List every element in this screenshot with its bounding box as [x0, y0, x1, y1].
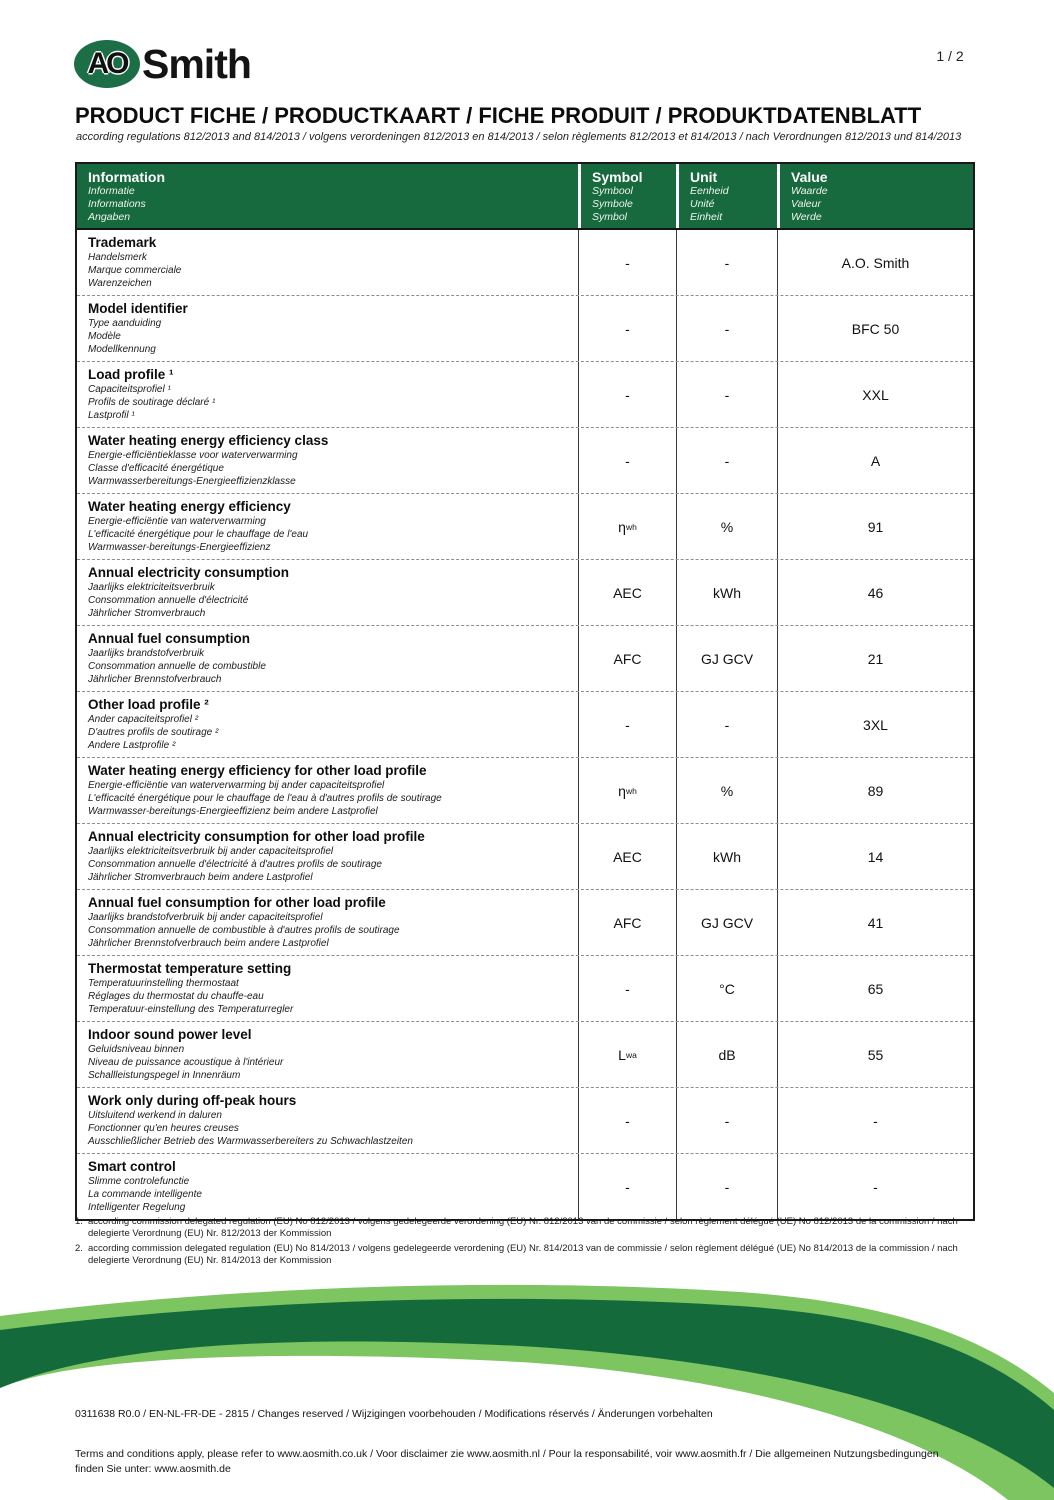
unit-cell: kWh [676, 824, 777, 889]
information-cell [77, 758, 578, 823]
row-subtitle-nl: Energie-efficiëntie van waterverwarming bij ander capaciteitsprofiel [88, 780, 385, 791]
column-header-value: Value Waarde Valeur Werde [777, 164, 973, 228]
table-row [77, 889, 973, 955]
symbol-cell: AFC [578, 626, 676, 691]
row-title: Indoor sound power level [88, 1027, 252, 1042]
row-title: Annual electricity consumption for other load profile [88, 829, 425, 844]
column-header-label: Value [791, 169, 828, 185]
row-subtitle-de: Schallleistungspegel in Innenräum [88, 1070, 241, 1082]
unit-cell: % [676, 494, 777, 559]
unit-cell: °C [676, 956, 777, 1021]
row-subtitle-nl: Energie-efficiëntieklasse voor waterverwarming [88, 450, 298, 461]
row-title: Smart control [88, 1159, 176, 1174]
information-cell [77, 296, 578, 361]
row-subtitle-de: Warenzeichen [88, 278, 152, 290]
page-title: PRODUCT FICHE / PRODUCTKAART / FICHE PRODUIT / PRODUKTDATENBLATT [75, 103, 922, 128]
table-row [77, 559, 973, 625]
row-subtitle-fr: D'autres profils de soutirage ² [88, 727, 219, 739]
information-cell [77, 1154, 578, 1219]
row-subtitle-de: Jährlicher Brennstofverbrauch beim andere Lastprofiel [88, 938, 329, 950]
column-header-symbol: Symbol Symbool Symbole Symbol [578, 164, 676, 228]
table-row [77, 625, 973, 691]
row-subtitle-nl: Capaciteitsprofiel ¹ [88, 384, 171, 395]
information-cell [77, 494, 578, 559]
information-cell [77, 626, 578, 691]
table-row [77, 361, 973, 427]
symbol-cell: AFC [578, 890, 676, 955]
row-subtitle-fr: Fonctionner qu'en heures creuses [88, 1123, 239, 1135]
value-cell: 46 [777, 560, 973, 625]
row-subtitle-de: Ausschließlicher Betrieb des Warmwasserbereiters zu Schwachlastzeiten [88, 1136, 413, 1148]
symbol-cell: - [578, 1154, 676, 1219]
aosmith-logo-mark [74, 40, 140, 88]
row-subtitle-nl: Slimme controlefunctie [88, 1176, 190, 1187]
document-reference-line: 0311638 R0.0 / EN-NL-FR-DE - 2815 / Changes reserved / Wijzigingen voorbehouden / Modifications réservés / Änderungen vorbehalten [75, 1408, 713, 1420]
page-number: 1 / 2 [936, 48, 964, 64]
unit-cell: dB [676, 1022, 777, 1087]
unit-cell: kWh [676, 560, 777, 625]
terms-and-conditions-note: Terms and conditions apply, please refer to www.aosmith.co.uk / Voor disclaimer zie www.aosmith.nl / Pour la responsabilité, voir www.aosmith.fr / Die allgemeinen Nutzungsbedingungen finden Sie unter: www.aosmith.de [75, 1448, 939, 1475]
row-subtitle-fr: L'efficacité énergétique pour le chauffage de l'eau à d'autres profils de soutirage [88, 793, 442, 805]
value-cell: 41 [777, 890, 973, 955]
information-cell [77, 890, 578, 955]
row-title: Work only during off-peak hours [88, 1093, 297, 1108]
row-subtitle-fr: Profils de soutirage déclaré ¹ [88, 397, 216, 409]
row-title: Thermostat temperature setting [88, 961, 292, 976]
row-title: Water heating energy efficiency class [88, 433, 329, 448]
symbol-cell: - [578, 1088, 676, 1153]
row-subtitle-de: Jährlicher Stromverbrauch [88, 608, 206, 620]
row-title: Annual electricity consumption [88, 565, 290, 580]
symbol-cell: - [578, 956, 676, 1021]
symbol-cell: - [578, 362, 676, 427]
information-cell [77, 428, 578, 493]
row-subtitle-nl: Geluidsniveau binnen [88, 1044, 185, 1055]
table-row [77, 295, 973, 361]
row-title: Annual fuel consumption for other load profile [88, 895, 386, 910]
value-cell: 21 [777, 626, 973, 691]
information-cell [77, 692, 578, 757]
symbol-cell: η wh [578, 758, 676, 823]
symbol-cell: L wa [578, 1022, 676, 1087]
row-subtitle-de: Jährlicher Stromverbrauch beim andere Lastprofiel [88, 872, 313, 884]
value-cell: 3XL [777, 692, 973, 757]
symbol-cell: - [578, 230, 676, 295]
value-cell: BFC 50 [777, 296, 973, 361]
table-row [77, 955, 973, 1021]
row-title: Load profile ¹ [88, 367, 174, 382]
footnote-1: 1. according commission delegated regulation (EU) No 812/2013 / volgens gedelegeerde verordening (EU) Nr. 812/2013 van de commissie / selon règlement délégué (UE) No 812/2013 de la commission / nach delegierte Verordnung (EU) Nr. 812/2013 der Kommission [75, 1216, 958, 1239]
row-subtitle-nl: Type aanduiding [88, 318, 162, 329]
column-header-label: Symbol [592, 169, 643, 185]
table-row [77, 230, 973, 295]
information-cell [77, 230, 578, 295]
row-subtitle-de: Temperatuur-einstellung des Temperaturregler [88, 1004, 294, 1016]
table-row [77, 1153, 973, 1219]
symbol-cell: η wh [578, 494, 676, 559]
unit-cell: GJ GCV [676, 890, 777, 955]
row-subtitle-fr: Consommation annuelle de combustible [88, 661, 266, 673]
footnotes [75, 1216, 975, 1270]
row-subtitle-de: Warmwasserbereitungs-Energieeffizienzklasse [88, 476, 296, 488]
column-header-unit: Unit Eenheid Unité Einheit [676, 164, 777, 228]
row-subtitle-nl: Jaarlijks elektriciteitsverbruik [88, 582, 215, 593]
row-subtitle-fr: La commande intelligente [88, 1189, 202, 1201]
table-body [77, 230, 973, 1219]
unit-cell: % [676, 758, 777, 823]
row-subtitle-nl: Jaarlijks brandstofverbruik bij ander capaciteitsprofiel [88, 912, 323, 923]
value-cell: A.O. Smith [777, 230, 973, 295]
value-cell: 91 [777, 494, 973, 559]
value-cell: - [777, 1154, 973, 1219]
table-row [77, 493, 973, 559]
row-subtitle-nl: Temperatuurinstelling thermostaat [88, 978, 239, 989]
row-subtitle-de: Intelligenter Regelung [88, 1202, 186, 1214]
unit-cell: - [676, 1154, 777, 1219]
value-cell: 89 [777, 758, 973, 823]
row-title: Water heating energy efficiency [88, 499, 291, 514]
row-subtitle-fr: Niveau de puissance acoustique à l'intérieur [88, 1057, 284, 1069]
value-cell: 55 [777, 1022, 973, 1087]
row-subtitle-de: Modellkennung [88, 344, 156, 356]
row-subtitle-nl: Uitsluitend werkend in daluren [88, 1110, 222, 1121]
table-row [77, 1021, 973, 1087]
row-title: Other load profile ² [88, 697, 209, 712]
row-subtitle-de: Warmwasser-bereitungs-Energieeffizienz beim andere Lastprofiel [88, 806, 378, 818]
row-subtitle-nl: Jaarlijks elektriciteitsverbruik bij ander capaciteitsprofiel [88, 846, 334, 857]
unit-cell: - [676, 1088, 777, 1153]
row-title: Water heating energy efficiency for other load profile [88, 763, 427, 778]
row-title: Trademark [88, 235, 157, 250]
column-header-label: Information [88, 169, 165, 185]
table-header-row [77, 164, 973, 230]
row-subtitle-fr: Modèle [88, 331, 121, 343]
row-subtitle-nl: Handelsmerk [88, 252, 147, 263]
information-cell [77, 956, 578, 1021]
page-subtitle: according regulations 812/2013 and 814/2013 / volgens verordeningen 812/2013 en 814/2013 / selon règlements 812/2013 et 814/2013 / nach Verordnungen 812/2013 und 814/2013 [76, 131, 962, 143]
column-header-label: Unit [690, 169, 718, 185]
information-cell [77, 362, 578, 427]
symbol-cell: - [578, 428, 676, 493]
value-cell: XXL [777, 362, 973, 427]
unit-cell: - [676, 428, 777, 493]
symbol-cell: - [578, 692, 676, 757]
symbol-cell: AEC [578, 824, 676, 889]
row-subtitle-fr: Consommation annuelle de combustible à d'autres profils de soutirage [88, 925, 400, 937]
row-subtitle-fr: Réglages du thermostat du chauffe-eau [88, 991, 264, 1003]
table-row [77, 1087, 973, 1153]
information-cell [77, 1088, 578, 1153]
column-header-information: Information Informatie Informations Angaben [77, 164, 578, 228]
aosmith-logo-wordmark: Smith [142, 40, 251, 87]
row-subtitle-de: Jährlicher Brennstofverbrauch [88, 674, 222, 686]
row-title: Model identifier [88, 301, 188, 316]
information-cell [77, 824, 578, 889]
table-row [77, 427, 973, 493]
product-fiche-table [75, 162, 975, 1221]
unit-cell: - [676, 230, 777, 295]
symbol-cell: AEC [578, 560, 676, 625]
row-subtitle-nl: Ander capaciteitsprofiel ² [88, 714, 199, 725]
aosmith-logo-letters: AO [87, 47, 127, 80]
row-subtitle-fr: Consommation annuelle d'électricité à d'autres profils de soutirage [88, 859, 382, 871]
row-subtitle-fr: L'efficacité énergétique pour le chauffage de l'eau [88, 529, 309, 541]
aosmith-logo [74, 40, 251, 88]
unit-cell: - [676, 692, 777, 757]
value-cell: A [777, 428, 973, 493]
unit-cell: - [676, 296, 777, 361]
value-cell: - [777, 1088, 973, 1153]
unit-cell: - [676, 362, 777, 427]
table-row [77, 757, 973, 823]
row-subtitle-de: Andere Lastprofile ² [88, 740, 176, 752]
table-row [77, 823, 973, 889]
row-subtitle-nl: Jaarlijks brandstofverbruik [88, 648, 205, 659]
information-cell [77, 560, 578, 625]
row-subtitle-fr: Classe d'efficacité énergétique [88, 463, 224, 475]
row-title: Annual fuel consumption [88, 631, 250, 646]
row-subtitle-nl: Energie-efficiëntie van waterverwarming [88, 516, 266, 527]
table-row [77, 691, 973, 757]
row-subtitle-fr: Consommation annuelle d'électricité [88, 595, 249, 607]
row-subtitle-de: Lastprofil ¹ [88, 410, 135, 422]
symbol-cell: - [578, 296, 676, 361]
value-cell: 65 [777, 956, 973, 1021]
footnote-2: 2. according commission delegated regulation (EU) No 814/2013 / volgens gedelegeerde verordening (EU) Nr. 814/2013 van de commissie / selon règlement délégué (UE) No 814/2013 de la commission / nach delegierte Verordnung (EU) Nr. 814/2013 der Kommission [75, 1243, 958, 1266]
information-cell [77, 1022, 578, 1087]
row-subtitle-de: Warmwasser-bereitungs-Energieeffizienz [88, 542, 271, 554]
unit-cell: GJ GCV [676, 626, 777, 691]
value-cell: 14 [777, 824, 973, 889]
row-subtitle-fr: Marque commerciale [88, 265, 182, 277]
